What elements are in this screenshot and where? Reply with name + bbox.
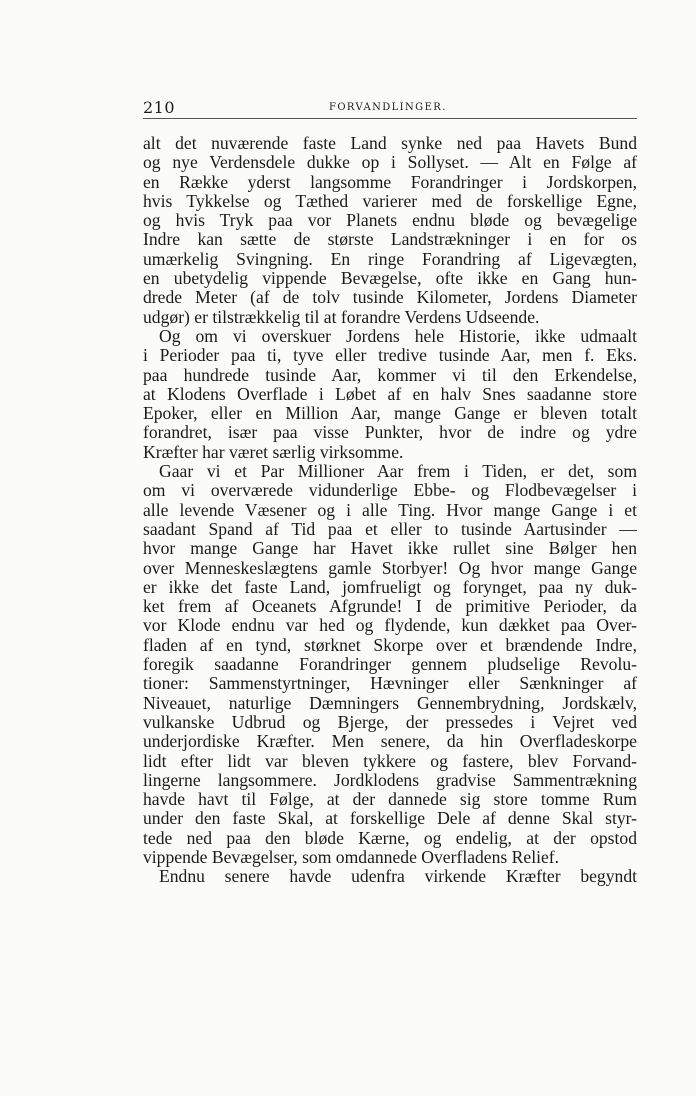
- page-number: 210: [143, 98, 176, 117]
- text-line: foregik saadanne Forandringer gennem pludselige Revolu-: [143, 655, 637, 675]
- running-title: FORVANDLINGER.: [329, 102, 447, 113]
- text-line: en ubetydelig vippende Bevægelse, ofte ikke en Gang hun-: [143, 269, 637, 289]
- text-line: Niveauet, naturlige Dæmningers Gennembrydning, Jordskælv,: [143, 693, 637, 713]
- text-line: vor Klode endnu var hed og flydende, kun dækket paa Over-: [143, 616, 637, 636]
- text-line: lingerne langsommere. Jordklodens gradvise Sammentrækning: [143, 770, 637, 790]
- text-line: Endnu senere havde udenfra virkende Kræfter begyndt: [159, 867, 637, 887]
- text-line: forandret, især paa visse Punkter, hvor de indre og ydre: [143, 423, 637, 443]
- text-line: saadant Spand af Tid paa et eller to tusinde Aartusinder —: [143, 519, 637, 539]
- text-line: vippende Bevægelser, som omdannede Overfladens Relief.: [143, 847, 560, 867]
- text-line: fladen af en tynd, størknet Skorpe over et brændende Indre,: [143, 635, 637, 655]
- text-line: om vi overværede vidunderlige Ebbe- og Flodbevægelser i: [143, 481, 637, 501]
- text-line: at Klodens Overflade i Løbet af en halv Snes saadanne store: [143, 384, 637, 404]
- text-line: Epoker, eller en Million Aar, mange Gange er bleven totalt: [143, 404, 637, 424]
- text-line: alle levende Væsener og i alle Ting. Hvor mange Gange i et: [143, 500, 637, 520]
- text-line: en Række yderst langsomme Forandringer i Jordskorpen,: [143, 172, 637, 192]
- text-line: drede Meter (af de tolv tusinde Kilometer, Jordens Diameter: [143, 288, 637, 308]
- text-line: Indre kan sætte de største Landstrækninger i en for os: [143, 230, 637, 250]
- text-line: hvis Tykkelse og Tæthed varierer med de forskellige Egne,: [143, 191, 637, 211]
- text-line: lidt efter lidt var bleven tykkere og fastere, blev Forvand-: [143, 751, 637, 771]
- text-line: tioner: Sammenstyrtninger, Hævninger eller Sænkninger af: [143, 674, 637, 694]
- text-line: paa hundrede tusinde Aar, kommer vi til den Erkendelse,: [143, 365, 637, 385]
- text-line: vulkanske Udbrud og Bjerge, der pressedes i Vejret ved: [143, 712, 637, 732]
- text-line: udgør) er tilstrækkelig til at forandre Verdens Udseende.: [143, 307, 540, 327]
- text-line: havde havt til Følge, at der dannede sig store tomme Rum: [143, 790, 637, 810]
- text-line: Kræfter har været særlig virksomme.: [143, 442, 404, 462]
- text-line: under den faste Skal, at forskellige Dele af denne Skal styr-: [143, 809, 637, 829]
- text-line: Gaar vi et Par Millioner Aar frem i Tiden, er det, som: [159, 462, 637, 482]
- text-line: over Menneskeslægtens gamle Storbyer! Og hvor mange Gange: [143, 558, 637, 578]
- body-text: [143, 134, 637, 887]
- page-header: [143, 98, 637, 119]
- text-line: og nye Verdensdele dukke op i Sollyset. — Alt en Følge af: [143, 153, 637, 173]
- text-line: er ikke det faste Land, jomfrueligt og forynget, paa ny duk-: [143, 577, 637, 597]
- text-line: underjordiske Kræfter. Men senere, da hin Overfladeskorpe: [143, 732, 637, 752]
- text-line: Og om vi overskuer Jordens hele Historie, ikke udmaalt: [159, 326, 637, 346]
- text-line: tede ned paa den bløde Kærne, og endelig, at der opstod: [143, 828, 637, 848]
- text-line: og hvis Tryk paa vor Planets endnu bløde og bevægelige: [143, 211, 637, 231]
- text-line: umærkelig Svingning. En ringe Forandring af Ligevægten,: [143, 249, 637, 269]
- text-line: ket frem af Oceanets Afgrunde! I de primitive Perioder, da: [143, 597, 637, 617]
- text-line: alt det nuværende faste Land synke ned paa Havets Bund: [143, 134, 637, 153]
- text-line: i Perioder paa ti, tyve eller tredive tusinde Aar, men f. Eks.: [143, 346, 637, 366]
- text-line: hvor mange Gange har Havet ikke rullet sine Bølger hen: [143, 539, 637, 559]
